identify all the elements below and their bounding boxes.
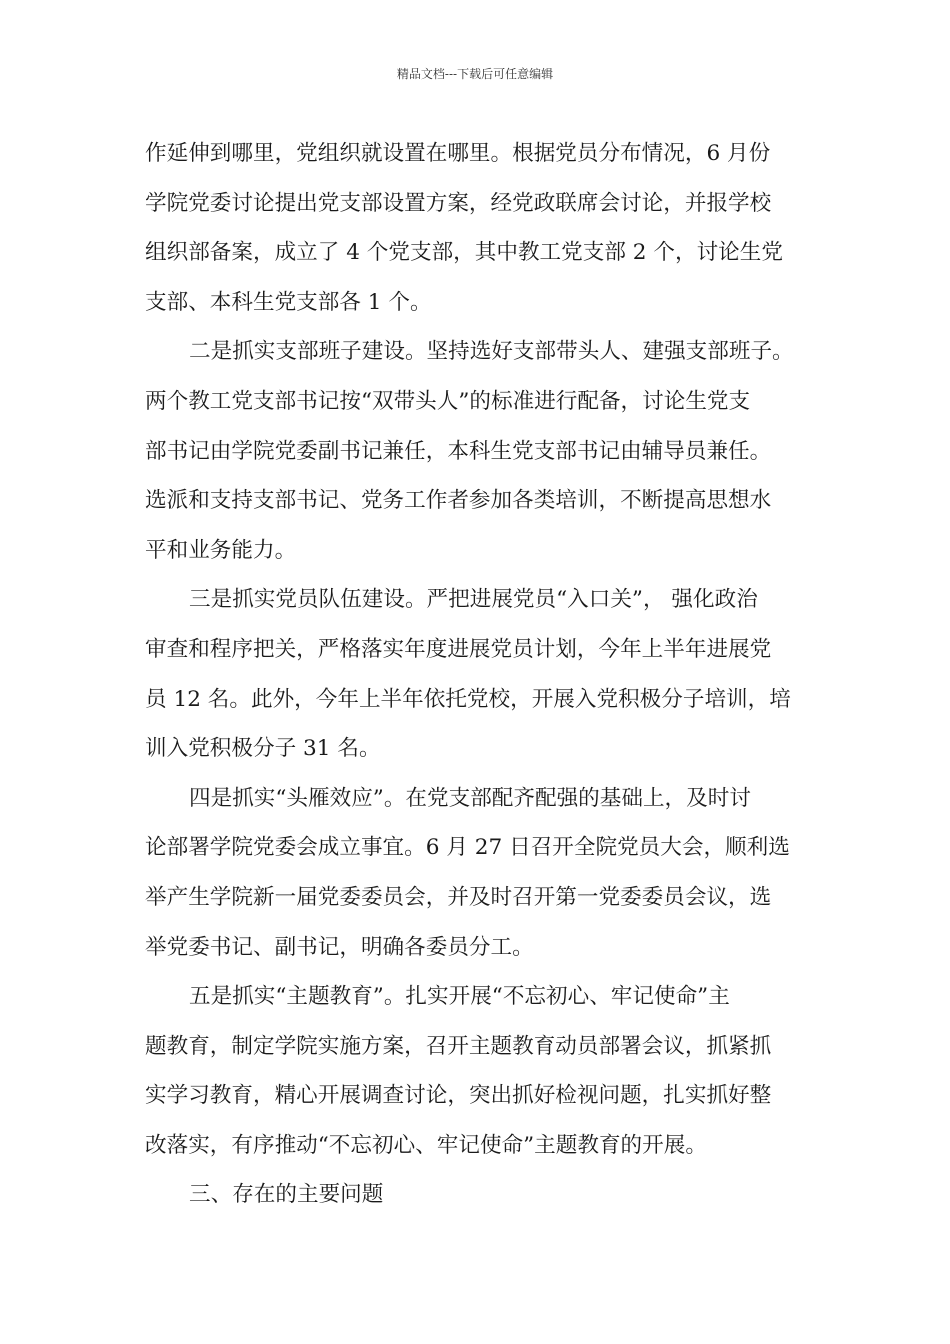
text-line: 组织部备案，成立了 4 个党支部，其中教工党支部 2 个，讨论生党: [145, 240, 783, 266]
text-line: 论部署学院党委会成立事宜。6 月 27 日召开全院党员大会，顺利选: [145, 835, 790, 861]
text-line: 五是抓实“主题教育”。扎实开展“不忘初心、牢记使命”主: [189, 984, 730, 1010]
text-line: 学院党委讨论提出党支部设置方案，经党政联席会讨论，并报学校: [145, 190, 772, 216]
text-line: 三是抓实党员队伍建设。严把进展党员“入口关”， 强化政治: [189, 587, 758, 613]
text-line: 三、存在的主要问题: [189, 1182, 384, 1208]
text-line: 举党委书记、副书记，明确各委员分工。: [145, 934, 534, 960]
text-line: 选派和支持支部书记、党务工作者参加各类培训，不断提高思想水: [145, 488, 772, 514]
document-body: [145, 129, 809, 1220]
text-line: 题教育，制定学院实施方案，召开主题教育动员部署会议，抓紧抓: [145, 1033, 772, 1059]
text-line: 审查和程序把关，严格落实年度进展党员计划，今年上半年进展党: [145, 636, 772, 662]
text-line: 作延伸到哪里，党组织就设置在哪里。根据党员分布情况，6 月份: [145, 141, 771, 166]
text-line: 员 12 名。此外，今年上半年依托党校，开展入党积极分子培训，培: [145, 686, 791, 712]
text-line: 平和业务能力。: [145, 537, 297, 563]
text-line: 改落实，有序推动“不忘初心、牢记使命”主题教育的开展。: [145, 1132, 707, 1158]
text-line: 实学习教育，精心开展调查讨论，突出抓好检视问题，扎实抓好整: [145, 1083, 772, 1109]
text-line: 两个教工党支部书记按“双带头人”的标准进行配备，讨论生党支: [145, 388, 751, 414]
page-header: 精品文档---下载后可任意编辑: [396, 67, 554, 81]
text-line: 训入党积极分子 31 名。: [145, 736, 381, 762]
text-line: 支部、本科生党支部各 1 个。: [145, 289, 432, 315]
text-line: 举产生学院新一届党委委员会，并及时召开第一党委委员会议，选: [145, 884, 772, 910]
text-line: 部书记由学院党委副书记兼任，本科生党支部书记由辅导员兼任。: [145, 438, 772, 464]
text-line: 二是抓实支部班子建设。坚持选好支部带头人、建强支部班子。: [189, 339, 794, 365]
text-line: 四是抓实“头雁效应”。在党支部配齐配强的基础上，及时讨: [189, 785, 751, 811]
